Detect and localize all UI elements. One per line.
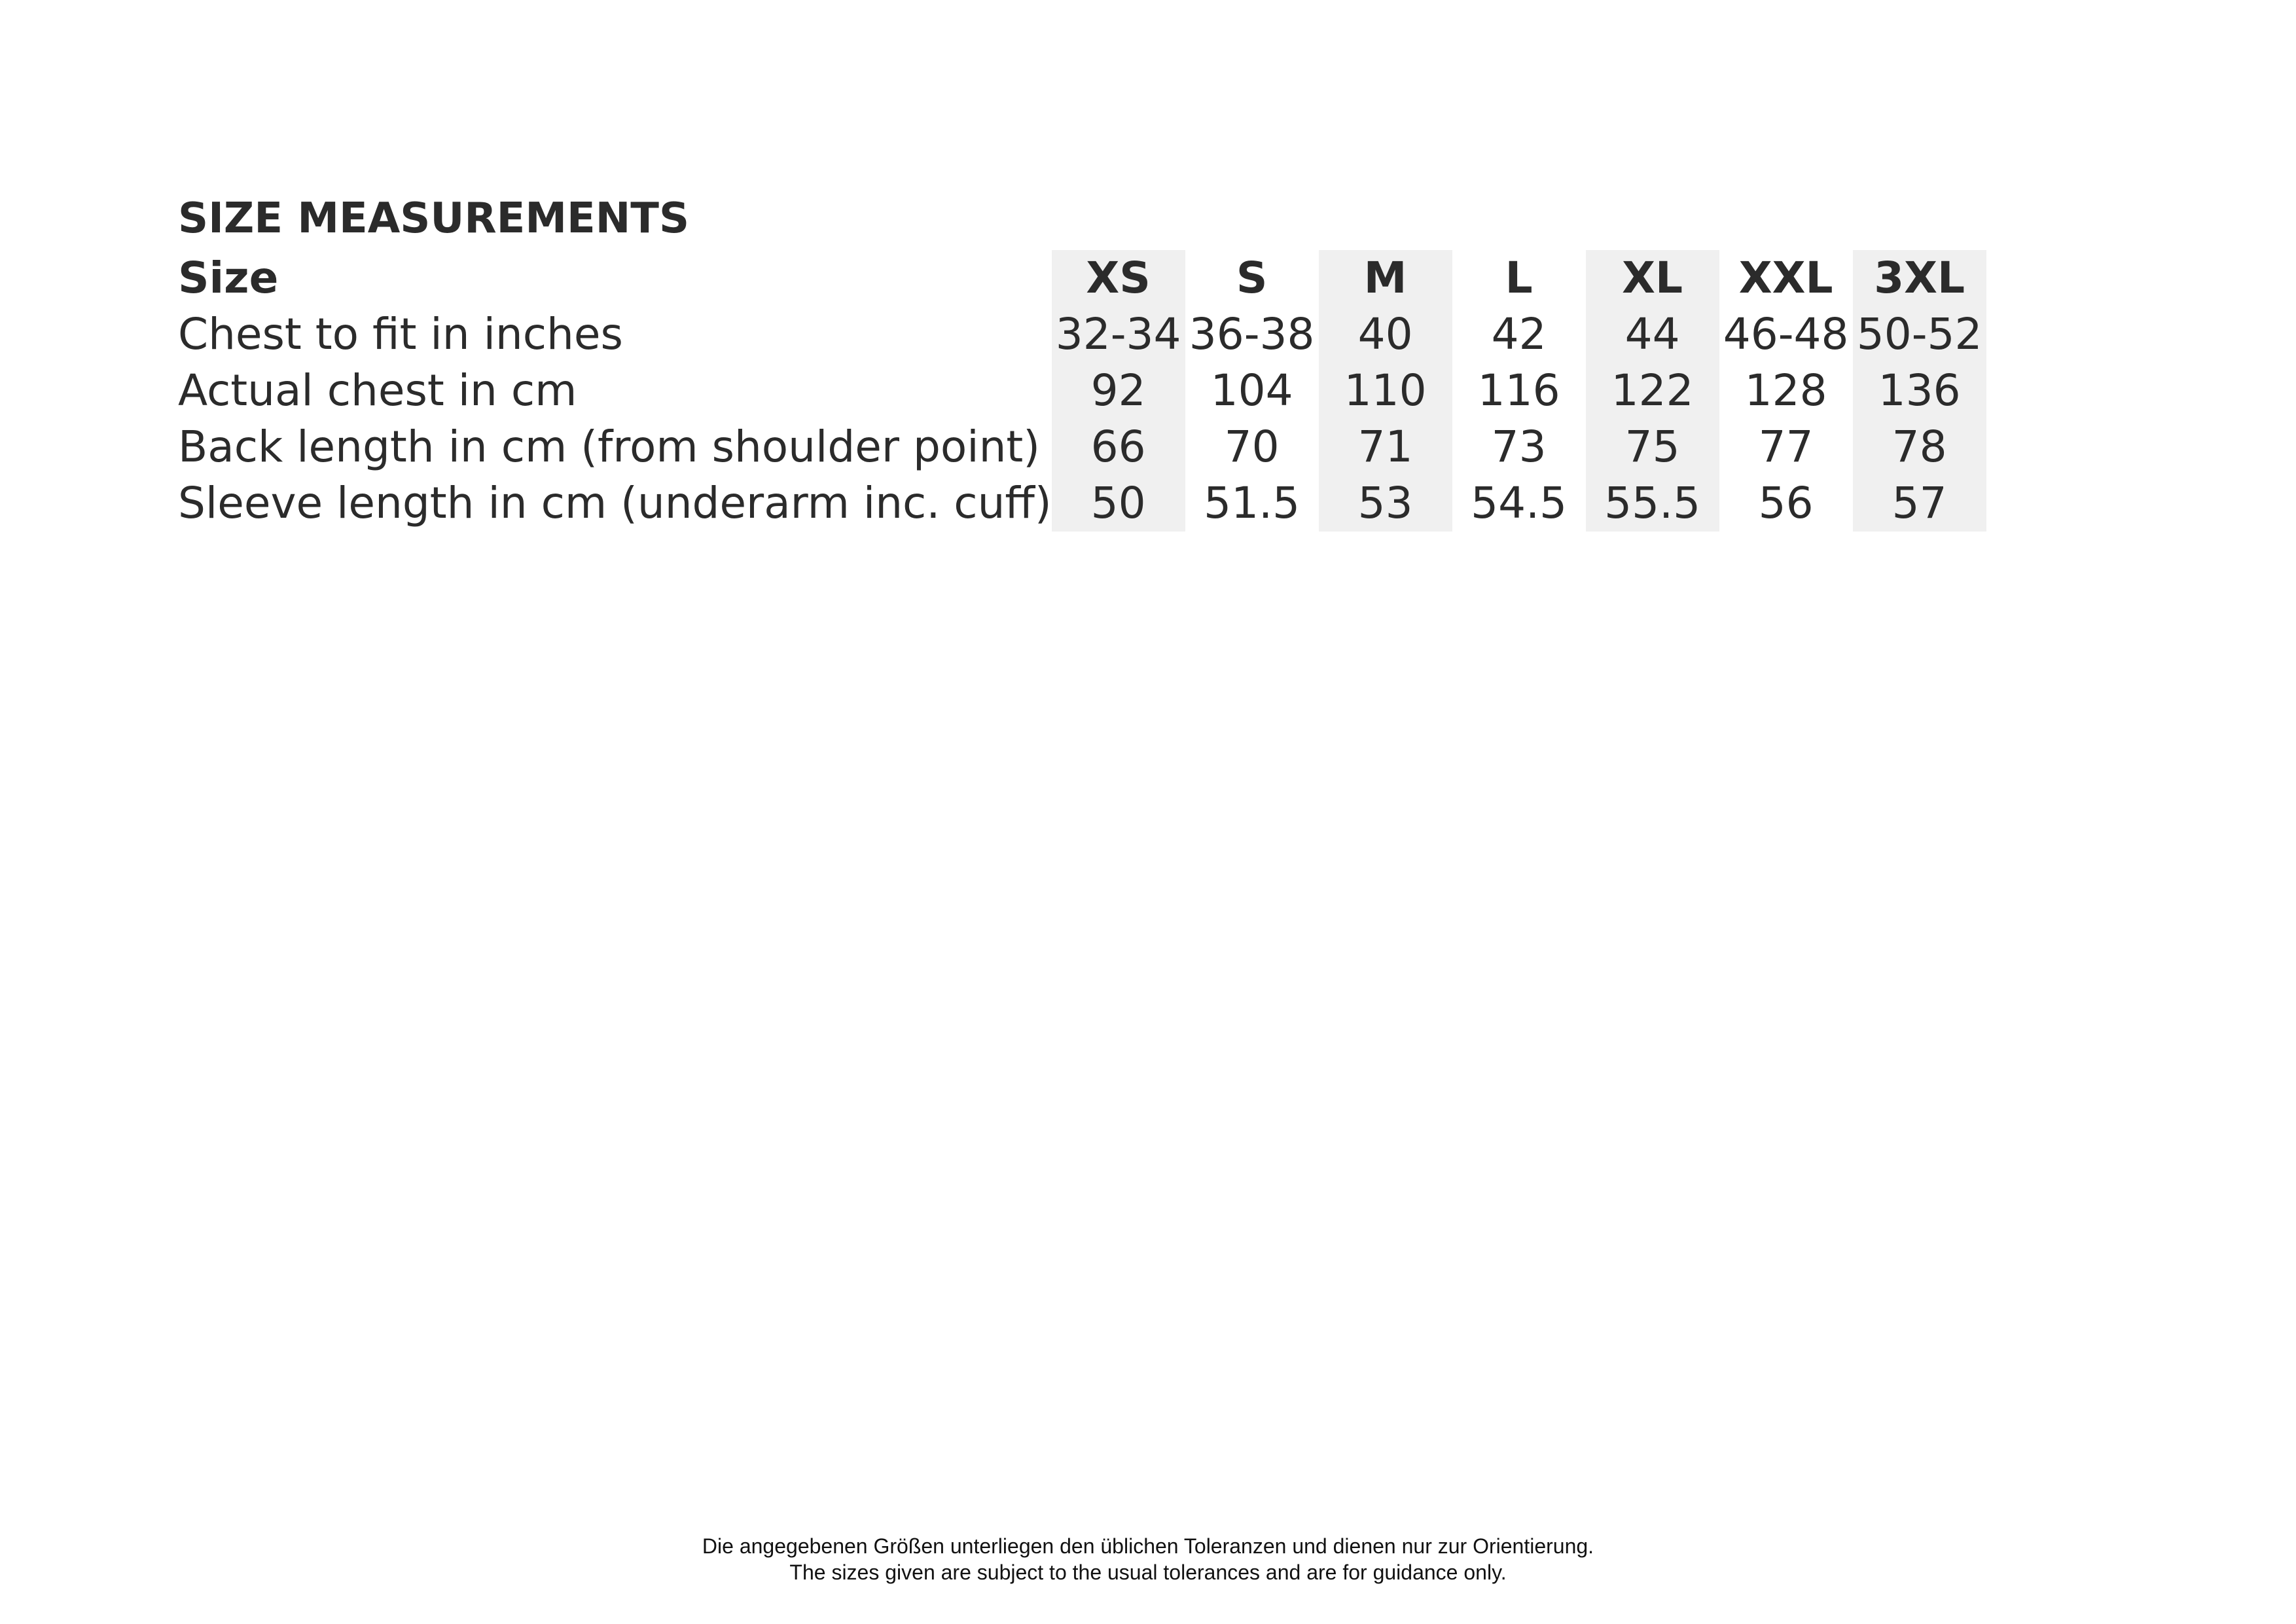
tolerance-note-german: Die angegebenen Größen unterliegen den üblichen Toleranzen und dienen nur zur Orientierung. [702, 1534, 1594, 1558]
row-label-actual-chest: Actual chest in cm [178, 365, 577, 416]
table-row [173, 419, 1986, 475]
table-cell: 66 [1052, 419, 1185, 475]
table-cell: 51.5 [1204, 478, 1300, 528]
table-cell: 56 [1758, 478, 1814, 528]
size-header-m: M [1319, 250, 1452, 306]
table-cell: 55.5 [1586, 475, 1719, 532]
table-cell: 46-48 [1723, 309, 1849, 359]
table-cell: 54.5 [1471, 478, 1568, 528]
table-cell: 92 [1052, 363, 1185, 419]
table-cell: 136 [1853, 363, 1986, 419]
size-header-3xl: 3XL [1853, 250, 1986, 306]
table-cell: 122 [1586, 363, 1719, 419]
page-title: SIZE MEASUREMENTS [178, 194, 690, 243]
row-label-sleeve-length: Sleeve length in cm (underarm inc. cuff) [178, 478, 1052, 528]
size-header-xl: XL [1586, 250, 1719, 306]
tolerance-note-english: The sizes given are subject to the usual tolerances and are for guidance only. [789, 1561, 1507, 1584]
table-cell: 110 [1319, 363, 1452, 419]
table-cell: 44 [1586, 306, 1719, 363]
table-cell: 78 [1853, 419, 1986, 475]
table-cell: 40 [1319, 306, 1452, 363]
table-cell: 71 [1319, 419, 1452, 475]
table-cell: 32-34 [1052, 306, 1185, 363]
size-header-s: S [1236, 253, 1268, 303]
table-cell: 75 [1586, 419, 1719, 475]
table-cell: 116 [1477, 365, 1560, 416]
table-cell: 73 [1491, 422, 1547, 472]
table-header-row [173, 250, 1986, 306]
table-cell: 104 [1210, 365, 1293, 416]
size-measurements-table [173, 250, 1986, 532]
header-label-size: Size [178, 253, 279, 303]
table-cell: 128 [1744, 365, 1827, 416]
table-cell: 70 [1224, 422, 1280, 472]
table-cell: 50 [1052, 475, 1185, 532]
table-row [173, 475, 1986, 532]
table-cell: 36-38 [1189, 309, 1315, 359]
table-row [173, 363, 1986, 419]
row-label-chest-inches: Chest to fit in inches [178, 309, 623, 359]
table-cell: 50-52 [1853, 306, 1986, 363]
table-cell: 42 [1491, 309, 1547, 359]
size-header-xs: XS [1052, 250, 1185, 306]
table-cell: 77 [1758, 422, 1814, 472]
tolerance-note [0, 1533, 2296, 1585]
row-label-back-length: Back length in cm (from shoulder point) [178, 422, 1041, 472]
table-cell: 57 [1853, 475, 1986, 532]
table-cell: 53 [1319, 475, 1452, 532]
table-row [173, 306, 1986, 363]
size-header-l: L [1505, 253, 1533, 303]
size-header-xxl: XXL [1738, 253, 1833, 303]
